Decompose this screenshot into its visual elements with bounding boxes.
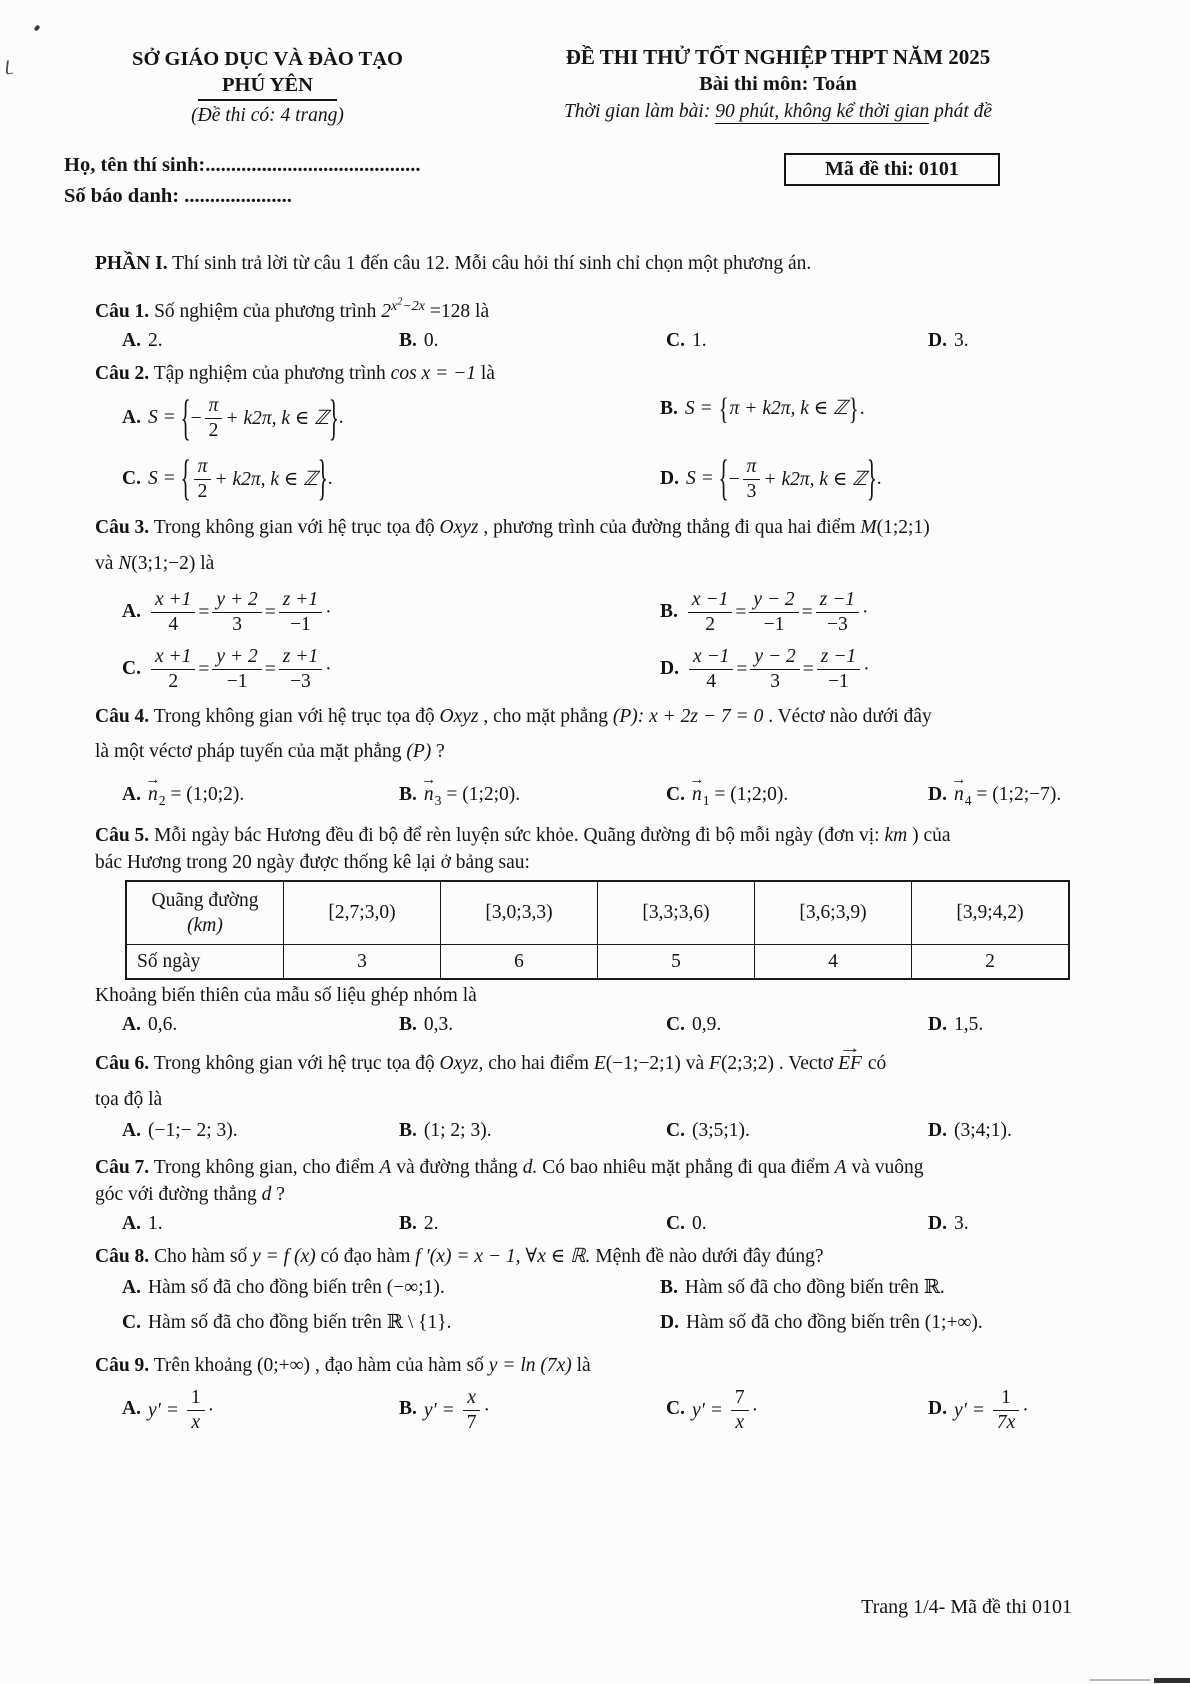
exam-body (95, 250, 1107, 1433)
option-a: A. S = {− $\frac{\pi}{2}$ + k2π, k ∈ ℤ}. (122, 388, 344, 446)
question-4-line2: là một véctơ pháp tuyến của mặt phẳng (P) ? (95, 740, 445, 762)
vector-n4: → n (954, 781, 964, 808)
question-5: Câu 5. Mỗi ngày bác Hương đều đi bộ để rèn luyện sức khỏe. Quãng đường đi bộ mỗi ngày (đơn vị: km ) của (95, 824, 951, 846)
option-c: C. (3;5;1). (666, 1119, 750, 1141)
option-a: A. 1. (122, 1212, 163, 1234)
question-2-options-cd (95, 449, 1107, 506)
question-5-line2: bác Hương trong 20 ngày được thống kê lại ở bảng sau: (95, 851, 530, 873)
bin-2: [3,0;3,3) (441, 881, 598, 945)
option-b: B. 2. (399, 1212, 439, 1234)
option-c: C. → $n_1$ = (1;2;0). (666, 781, 928, 814)
option-c: C. 1. (666, 330, 707, 352)
header-right (488, 44, 1068, 125)
question-6-options (95, 1117, 1107, 1144)
option-b: B. S = {π + k2π, k ∈ ℤ}. (660, 391, 865, 427)
question-3-line2: và N(3;1;−2) là (95, 553, 215, 575)
question-4-options (95, 781, 1107, 814)
option-a: A. Hàm số đã cho đồng biến trên (−∞;1). (122, 1276, 445, 1298)
name-dotted-line: .......................................... (205, 154, 421, 176)
exam-code-box: Mã đề thi: 0101 (784, 153, 1000, 186)
question-6: Câu 6. Trong không gian với hệ trục tọa độ Oxyz, cho hai điểm E(−1;−2;1) và F(2;3;2) . Vectơ → EF có (95, 1050, 1107, 1077)
province-name: PHÚ YÊN (198, 72, 337, 101)
option-c: C. Hàm số đã cho đồng biến trên ℝ \ {1}. (122, 1311, 452, 1333)
option-c: C. $\frac{x +1}{2}$ = $\frac{y + 2}{-1}$ = $\frac{z +1}{-3}$ · (122, 646, 332, 692)
question-3-options-cd (95, 646, 1107, 693)
count-3: 5 (598, 944, 755, 979)
option-d: D. Hàm số đã cho đồng biến trên (1;+∞). (660, 1311, 983, 1333)
scan-edge-faint (1090, 1679, 1150, 1681)
option-d: D. → $n_4$ = (1;2;−7). (928, 781, 1107, 814)
option-c: C. 0. (666, 1212, 707, 1234)
count-2: 6 (441, 944, 598, 979)
scan-mark (5, 59, 14, 75)
candidate-block (64, 150, 421, 212)
question-9-options (95, 1387, 1107, 1434)
option-d: D. 3. (928, 1212, 969, 1234)
bin-3: [3,3;3,6) (598, 881, 755, 945)
question-2: Câu 2. Tập nghiệm của phương trình cos x = −1 là (95, 363, 495, 385)
question-2-options-ab (95, 388, 1107, 446)
question-7: Câu 7. Trong không gian, cho điểm A và đường thẳng d. Có bao nhiêu mặt phẳng đi qua điểm A và vuông (95, 1156, 924, 1178)
vector-n3: → n (424, 781, 434, 808)
distance-frequency-table (125, 880, 1070, 980)
question-8: Câu 8. Cho hàm số y = f (x) có đạo hàm f ′(x) = x − 1, ∀x ∈ ℝ. Mệnh đề nào dưới đây đúng? (95, 1245, 824, 1267)
count-4: 4 (755, 944, 912, 979)
vector-ef: → EF (838, 1050, 862, 1077)
option-a: A. 0,6. (122, 1013, 178, 1035)
option-d: D. (3;4;1). (928, 1119, 1012, 1141)
candidate-name-line: Họ, tên thí sinh:.......................................... (64, 154, 421, 176)
pages-note: (Đề thi có: 4 trang) (191, 105, 344, 126)
question-4: Câu 4. Trong không gian với hệ trục tọa độ Oxyz , cho mặt phẳng (P): x + 2z − 7 = 0 . Véctơ nào dưới đây (95, 705, 932, 727)
header-distance: Quãng đường (km) (126, 881, 284, 945)
option-a: A. y′ = $\frac{1}{x}$ · (122, 1386, 215, 1433)
table-count-row (126, 944, 1069, 979)
option-d: D. y′ = $\frac{1}{7x}$ · (928, 1386, 1029, 1433)
question-8-options-cd (95, 1309, 1107, 1336)
option-b: B. $\frac{x -1}{2}$ = $\frac{y - 2}{-1}$ = $\frac{z -1}{-3}$ · (660, 589, 869, 636)
question-1: Câu 1. Số nghiệm của phương trình $2^{x^2-2x} =128$ là (95, 296, 490, 323)
option-d: D. 1,5. (928, 1013, 984, 1035)
option-b: B. 0. (399, 330, 439, 352)
option-b: B. y′ = $\frac{x}{7}$ · (399, 1386, 490, 1433)
table-header-row (126, 881, 1069, 945)
option-b: B. Hàm số đã cho đồng biến trên ℝ. (660, 1276, 945, 1298)
page-footer: Trang 1/4- Mã đề thi 0101 (861, 1596, 1072, 1618)
question-1-options (95, 327, 1107, 354)
question-5-options (95, 1011, 1107, 1038)
question-9: Câu 9. Trên khoảng (0;+∞) , đạo hàm của hàm số y = ln (7x) là (95, 1354, 591, 1376)
option-b: B. (1; 2; 3). (399, 1119, 492, 1141)
id-dotted-line: ..................... (184, 185, 292, 207)
option-b: B. 0,3. (399, 1013, 454, 1035)
header-left (80, 46, 455, 129)
option-c: C. S = { $\frac{\pi}{2}$ + k2π, k ∈ ℤ}. (122, 449, 333, 506)
duration-underlined: 90 phút, không kể thời gian (715, 101, 930, 122)
option-c: C. 0,9. (666, 1013, 722, 1035)
option-a: A. (−1;− 2; 3). (122, 1119, 238, 1141)
question-3-options-ab (95, 589, 1107, 636)
question-8-options-ab (95, 1274, 1107, 1301)
scan-edge-mark (1154, 1678, 1190, 1683)
count-label: Số ngày (126, 944, 284, 979)
exam-title: ĐỀ THI THỬ TỐT NGHIỆP THPT NĂM 2025 (565, 45, 991, 69)
question-7-options (95, 1210, 1107, 1237)
option-b: B. → $n_3$ = (1;2;0). (399, 781, 666, 814)
exam-duration: Thời gian làm bài: 90 phút, không kể thời gian phát đề (563, 101, 993, 122)
candidate-id-line: Số báo danh: ..................... (64, 185, 292, 207)
scan-speck (34, 24, 41, 31)
vector-n1: → n (692, 781, 702, 808)
exam-subject: Bài thi môn: Toán (699, 73, 857, 95)
question-3: Câu 3. Trong không gian với hệ trục tọa độ Oxyz , phương trình của đường thẳng đi qua hai điểm M(1;2;1) (95, 517, 930, 539)
option-d: D. S = {− $\frac{\pi}{3}$ + k2π, k ∈ ℤ}. (660, 449, 882, 506)
question-5-prompt: Khoảng biến thiên của mẫu số liệu ghép nhóm là (95, 984, 477, 1006)
question-7-line2: góc với đường thẳng d ? (95, 1183, 285, 1205)
vector-n2: → n (148, 781, 158, 808)
bin-5: [3,9;4,2) (912, 881, 1070, 945)
bin-4: [3,6;3,9) (755, 881, 912, 945)
count-5: 2 (912, 944, 1070, 979)
part1-heading: PHẦN I. Thí sinh trả lời từ câu 1 đến câu 12. Mỗi câu hỏi thí sinh chỉ chọn một phương án. (95, 253, 812, 274)
question-6-line2: tọa độ là (95, 1088, 163, 1110)
department-name: SỞ GIÁO DỤC VÀ ĐÀO TẠO (132, 48, 403, 70)
bin-1: [2,7;3,0) (284, 881, 441, 945)
option-d: D. 3. (928, 330, 969, 352)
option-c: C. y′ = $\frac{7}{x}$ · (666, 1386, 759, 1433)
count-1: 3 (284, 944, 441, 979)
option-a: A. $\frac{x +1}{4}$ = $\frac{y + 2}{3}$ = $\frac{z +1}{-1}$ · (122, 589, 332, 636)
option-a: A. → $n_2$ = (1;0;2). (122, 781, 399, 814)
option-a: A. 2. (122, 330, 163, 352)
option-d: D. $\frac{x -1}{4}$ = $\frac{y - 2}{3}$ = $\frac{z -1}{-1}$ · (660, 646, 870, 692)
